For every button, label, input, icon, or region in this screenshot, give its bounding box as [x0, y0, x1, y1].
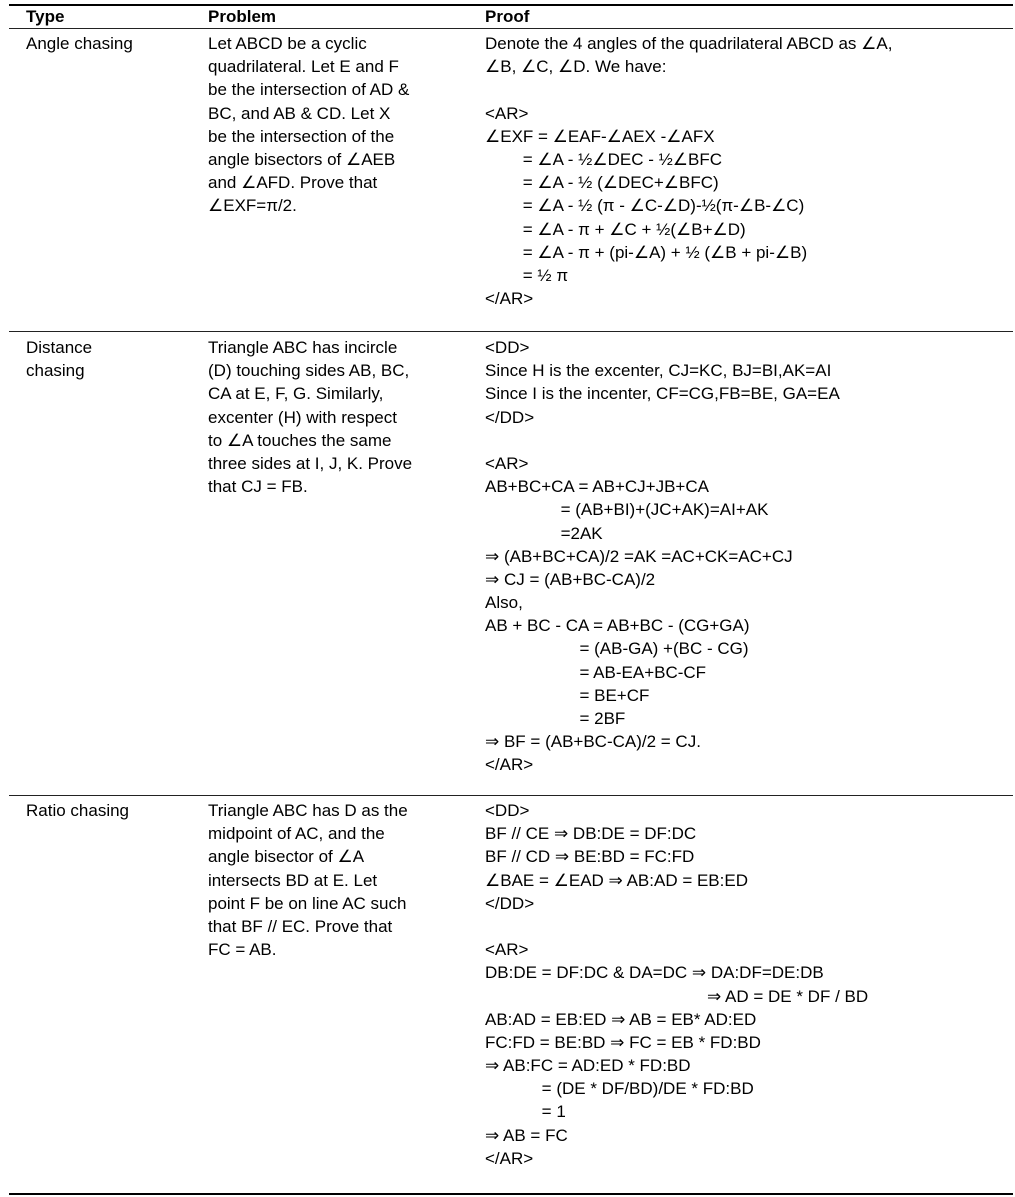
- proof-line: = BE+CF: [485, 685, 650, 705]
- proof-line: Also,: [485, 593, 523, 613]
- table-cell-problem: [208, 799, 408, 961]
- problem-line: and ∠AFD. Prove that: [208, 173, 378, 193]
- table-cell-problem: [208, 336, 412, 498]
- header-problem: Problem: [208, 7, 277, 26]
- proof-line: </AR>: [485, 1148, 534, 1168]
- proof-line: AB + BC - CA = AB+BC - (CG+GA): [485, 616, 750, 636]
- proof-line: BF // CE ⇒ DB:DE = DF:DC: [485, 824, 697, 844]
- problem-line: FC = AB.: [208, 940, 277, 960]
- proof-line: ⇒ CJ = (AB+BC-CA)/2: [485, 569, 656, 589]
- table-cell-type: [26, 799, 129, 822]
- table-cell-proof: [485, 336, 840, 777]
- problem-line: be the intersection of AD &: [208, 80, 410, 100]
- proof-line: [485, 915, 868, 938]
- proof-line: = (DE * DF/BD)/DE * FD:BD: [485, 1079, 754, 1099]
- proof-line: = 1: [485, 1102, 566, 1122]
- header-bottom-rule: [9, 28, 1013, 29]
- problem-line: that BF // EC. Prove that: [208, 916, 393, 936]
- proof-line: AB+BC+CA = AB+CJ+JB+CA: [485, 477, 709, 497]
- proof-line: <AR>: [485, 103, 529, 123]
- table-bottom-rule: [9, 1193, 1013, 1195]
- proof-line: Since H is the excenter, CJ=KC, BJ=BI,AK=AI: [485, 361, 832, 381]
- proof-line: = ∠A - ½ (∠DEC+∠BFC): [485, 173, 719, 193]
- proof-line: = AB-EA+BC-CF: [485, 662, 707, 682]
- problem-line: midpoint of AC, and the: [208, 824, 385, 844]
- type-line: Angle chasing: [26, 34, 133, 53]
- problem-line: point F be on line AC such: [208, 893, 407, 913]
- type-line: Distance: [26, 338, 93, 357]
- proof-line: <AR>: [485, 940, 529, 960]
- proof-line: <AR>: [485, 453, 529, 473]
- table-cell-proof: [485, 799, 868, 1170]
- proof-line: AB:AD = EB:ED ⇒ AB = EB* AD:ED: [485, 1009, 757, 1029]
- problem-line: three sides at I, J, K. Prove: [208, 453, 413, 473]
- proof-line: DB:DE = DF:DC & DA=DC ⇒ DA:DF=DE:DB: [485, 963, 824, 983]
- proof-line: BF // CD ⇒ BE:BD = FC:FD: [485, 847, 695, 867]
- proof-line: = 2BF: [485, 709, 626, 728]
- proof-line: = ∠A - ½ (π - ∠C-∠D)-½(π-∠B-∠C): [485, 196, 805, 216]
- proof-line: FC:FD = BE:BD ⇒ FC = EB * FD:BD: [485, 1032, 761, 1052]
- proof-line: ∠BAE = ∠EAD ⇒ AB:AD = EB:ED: [485, 870, 748, 890]
- proof-line: = (AB-GA) +(BC - CG): [485, 639, 749, 659]
- problem-line: be the intersection of the: [208, 126, 395, 146]
- proof-line: <DD>: [485, 338, 530, 357]
- problem-line: Let ABCD be a cyclic: [208, 34, 367, 53]
- proof-line: </DD>: [485, 407, 535, 427]
- proof-line: Since I is the incenter, CF=CG,FB=BE, GA=EA: [485, 384, 840, 404]
- problem-line: (D) touching sides AB, BC,: [208, 361, 410, 381]
- proof-line: ∠B, ∠C, ∠D. We have:: [485, 57, 667, 77]
- proof-line: = ∠A - π + (pi-∠A) + ½ (∠B + pi-∠B): [485, 242, 808, 262]
- problem-line: to ∠A touches the same: [208, 430, 392, 450]
- problem-line: ∠EXF=π/2.: [208, 196, 297, 216]
- proof-line: =2AK: [485, 523, 603, 543]
- type-line: chasing: [26, 361, 85, 381]
- row-divider-1: [9, 331, 1013, 332]
- problem-line: angle bisectors of ∠AEB: [208, 149, 396, 169]
- header-proof: Proof: [485, 7, 530, 26]
- row-divider-2: [9, 795, 1013, 796]
- proof-line: Denote the 4 angles of the quadrilateral ABCD as ∠A,: [485, 34, 893, 53]
- proof-line: ⇒ BF = (AB+BC-CA)/2 = CJ.: [485, 732, 701, 752]
- problem-line: CA at E, F, G. Similarly,: [208, 384, 384, 404]
- table-cell-proof: [485, 32, 892, 310]
- proof-line: [485, 78, 892, 101]
- problem-line: that CJ = FB.: [208, 477, 308, 497]
- proof-line: ⇒ (AB+BC+CA)/2 =AK =AC+CK=AC+CJ: [485, 546, 793, 566]
- table-top-rule: [9, 4, 1013, 6]
- type-line: Ratio chasing: [26, 801, 130, 820]
- proof-line: ∠EXF = ∠EAF-∠AEX -∠AFX: [485, 126, 715, 146]
- problem-line: Triangle ABC has D as the: [208, 801, 408, 820]
- table-cell-type: [26, 336, 92, 382]
- proof-line: = ∠A - π + ∠C + ½(∠B+∠D): [485, 219, 746, 239]
- proof-line: </AR>: [485, 755, 534, 775]
- problem-line: BC, and AB & CD. Let X: [208, 103, 391, 123]
- problem-line: angle bisector of ∠A: [208, 847, 365, 867]
- problem-line: quadrilateral. Let E and F: [208, 57, 399, 77]
- problem-line: intersects BD at E. Let: [208, 870, 378, 890]
- proof-line: = ∠A - ½∠DEC - ½∠BFC: [485, 149, 723, 169]
- table-cell-problem: [208, 32, 409, 218]
- proof-line: ⇒ AB = FC: [485, 1125, 568, 1145]
- proof-line: </DD>: [485, 893, 535, 913]
- proof-line: ⇒ AB:FC = AD:ED * FD:BD: [485, 1056, 691, 1076]
- table-cell-type: [26, 32, 133, 55]
- header-type: Type: [26, 7, 65, 26]
- problem-line: excenter (H) with respect: [208, 407, 397, 427]
- proof-line: ⇒ AD = DE * DF / BD: [485, 986, 869, 1006]
- proof-line: = (AB+BI)+(JC+AK)=AI+AK: [485, 500, 769, 520]
- proof-line: [485, 429, 840, 452]
- problem-line: Triangle ABC has incircle: [208, 338, 398, 357]
- proof-line: </AR>: [485, 289, 534, 309]
- proof-line: <DD>: [485, 801, 530, 820]
- proof-line: = ½ π: [485, 265, 569, 285]
